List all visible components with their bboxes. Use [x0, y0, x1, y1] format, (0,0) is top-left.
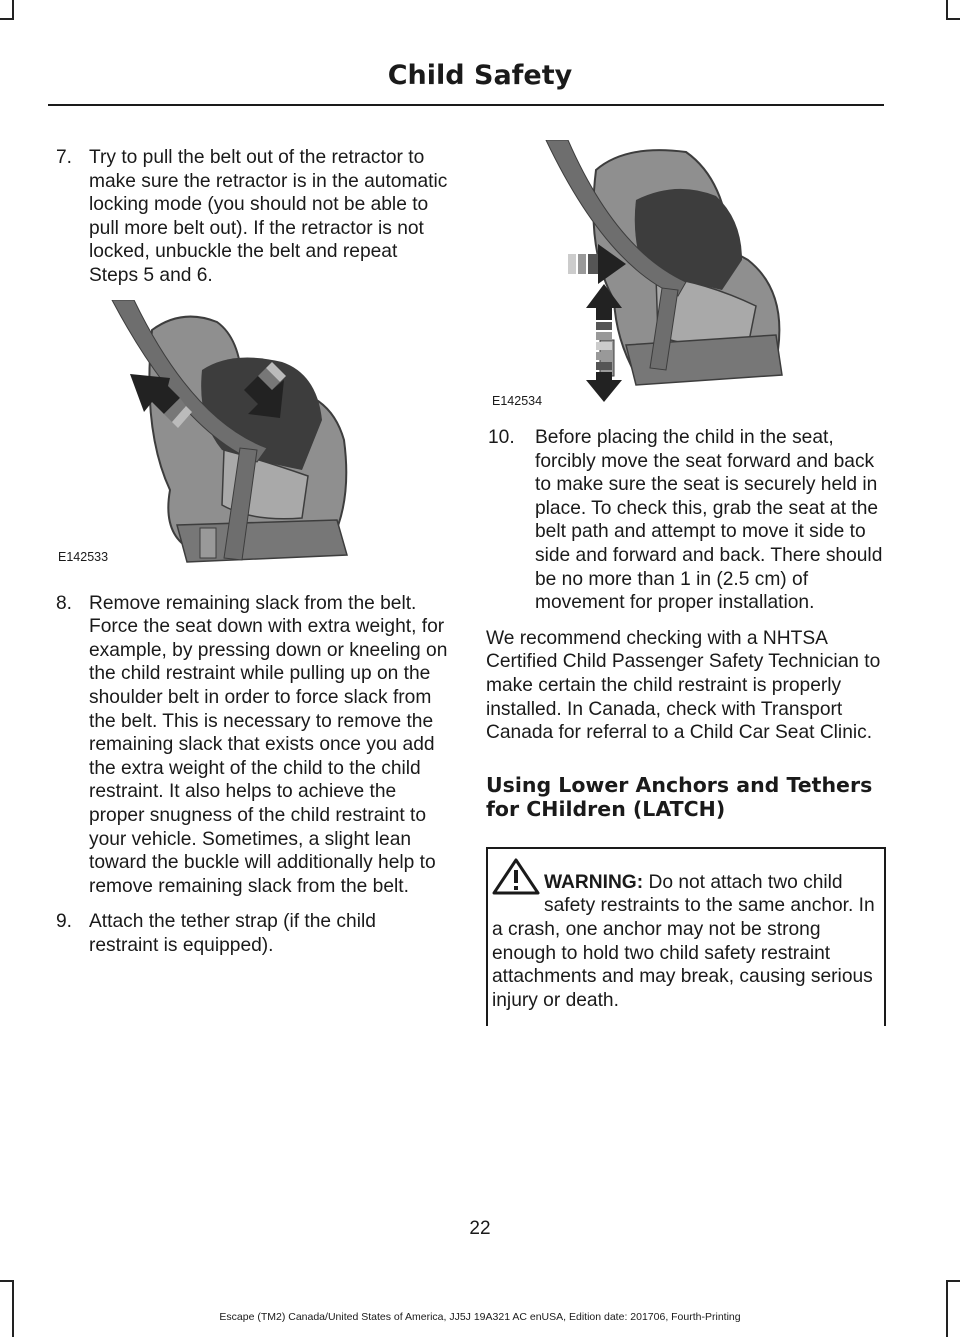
step-9: [52, 910, 450, 957]
crop-mark: [946, 1280, 948, 1337]
footer-text: Escape (TM2) Canada/United States of America, JJ5J 19A321 AC enUSA, Edition date: 201706, Fourth-Printing: [219, 1311, 741, 1323]
warning-label: WARNING:: [544, 871, 644, 893]
crop-mark: [946, 18, 960, 20]
step-text: Attach the tether strap (if the child restraint is equipped).: [89, 911, 376, 956]
crop-mark: [0, 18, 14, 20]
right-column: [486, 146, 886, 1026]
figure-seat-movement: [486, 140, 886, 416]
figure-seat-belt-retractor: [52, 300, 450, 572]
page-title: Child Safety: [387, 60, 573, 91]
page-number: 22: [469, 1218, 491, 1239]
child-seat-illustration: [52, 300, 450, 572]
recommendation-paragraph: We recommend checking with a NHTSA Certified Child Passenger Safety Technician to make certain the child restraint is properly installed. In Canada, check with Transport Canada for referral to a Child Car Seat Clinic.: [486, 627, 881, 744]
step-text: Remove remaining slack from the belt. Force the seat down with extra weight, for example, by pressing down or kneeling on the child restraint while pulling up on the shoulder belt in order to force slack from the belt. This is necessary to remove the remaining slack that exists once you add the extra weight of the child to the child restraint. It also helps to achieve the proper snugness of the child restraint to your vehicle. Sometimes, a slight lean toward the buckle will additionally help to remove remaining slack from the belt.: [89, 592, 448, 897]
step-text: Try to pull the belt out of the retractor to make sure the retractor is in the automatic locking mode (you should not be able to pull more belt out). If the retractor is not locked, unbuckle the belt and repeat Steps 5 and 6.: [89, 147, 448, 286]
warning-body: Do not attach two child safety restraints to the same anchor. In a crash, one anchor may not be strong enough to hold two child safety restraint attachments and may break, causing serious injury or death.: [492, 871, 875, 1011]
step-number: 10.: [488, 427, 515, 448]
figure-code: E142534: [492, 394, 543, 409]
crop-mark: [12, 1280, 14, 1337]
step-7: [52, 146, 450, 288]
warning-triangle-icon: [492, 857, 544, 897]
step-number: 7.: [56, 147, 73, 168]
left-column: [52, 146, 450, 969]
warning-text: [492, 857, 876, 1013]
child-seat-illustration: [486, 140, 886, 416]
step-text: Before placing the child in the seat, forcibly move the seat forward and back to make sure the seat is securely held in place. To check this, grab the seat at the belt path and attempt to move it side to side and forward and back. There should be no more than 1 in (2.5 cm) of movement for proper installation.: [535, 427, 883, 614]
crop-mark: [946, 1280, 960, 1282]
step-number: 9.: [56, 911, 73, 933]
warning-box: [486, 847, 886, 1027]
crop-mark: [0, 1280, 14, 1282]
arrow-up-down-icon: [586, 284, 622, 402]
step-8: [52, 592, 450, 899]
step-number: 8.: [56, 592, 73, 614]
step-10: [486, 426, 886, 615]
header-rule: [48, 104, 884, 106]
crop-mark: [946, 0, 948, 20]
crop-mark: [12, 0, 14, 20]
section-heading: Using Lower Anchors and Tethers for CHildren (LATCH): [486, 772, 873, 821]
figure-code: E142533: [58, 549, 109, 564]
